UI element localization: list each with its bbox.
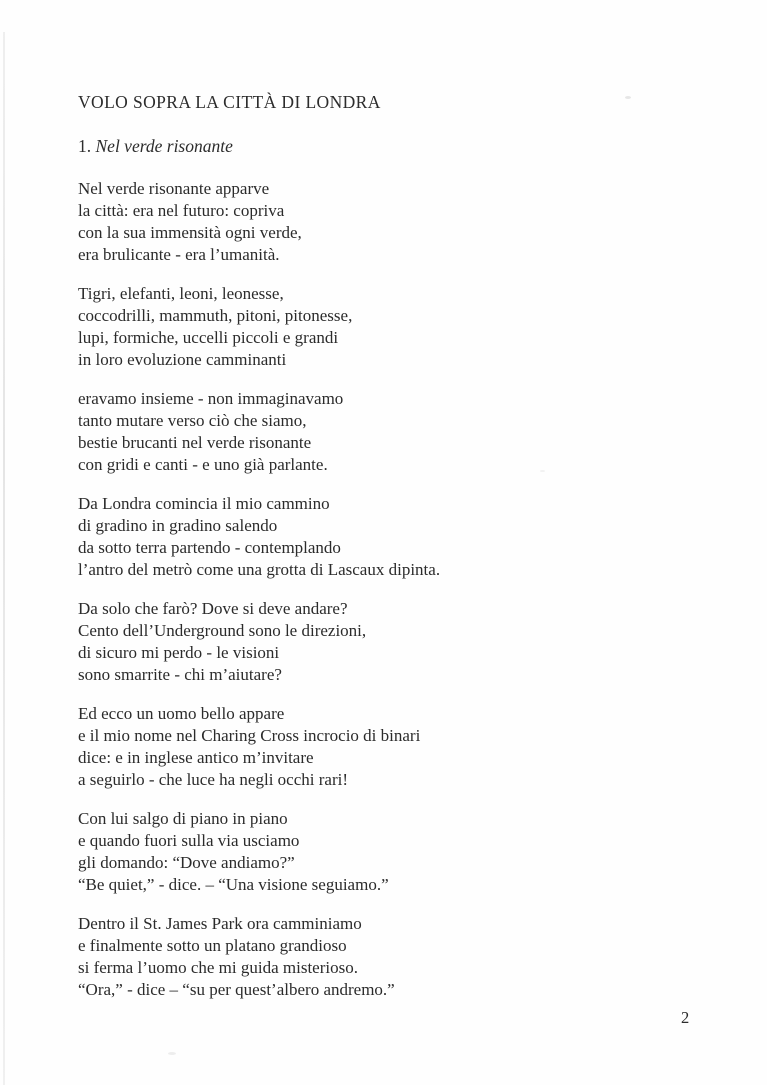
poem-line: Cento dell’Underground sono le direzioni,	[78, 621, 367, 640]
page-number: 2	[681, 1008, 690, 1027]
poem-line: Con lui salgo di piano in piano	[78, 809, 288, 828]
poem-line: “Be quiet,” - dice. – “Una visione seguiamo.”	[78, 875, 389, 894]
stanza-6	[78, 703, 440, 791]
poem-line: di gradino in gradino salendo	[78, 516, 278, 535]
stanza-2	[78, 283, 440, 371]
poem-line: “Ora,” - dice – “su per quest’albero andremo.”	[78, 980, 395, 999]
poem-line: Dentro il St. James Park ora camminiamo	[78, 914, 362, 933]
poem-line: bestie brucanti nel verde risonante	[78, 433, 312, 452]
poem-line: tanto mutare verso ciò che siamo,	[78, 411, 307, 430]
scan-speck	[625, 96, 631, 99]
poem-line: di sicuro mi perdo - le visioni	[78, 643, 280, 662]
scan-edge-line	[3, 32, 5, 1085]
stanza-3	[78, 388, 440, 476]
poem-line: era brulicante - era l’umanità.	[78, 245, 280, 264]
poem-line: Tigri, elefanti, leoni, leonesse,	[78, 284, 284, 303]
poem-line: Ed ecco un uomo bello appare	[78, 704, 285, 723]
poem-line: con la sua immensità ogni verde,	[78, 223, 302, 242]
poem-line: sono smarrite - chi m’aiutare?	[78, 665, 282, 684]
poem-line: Da Londra comincia il mio cammino	[78, 494, 330, 513]
poem-line: la città: era nel futuro: copriva	[78, 201, 285, 220]
stanza-5	[78, 598, 440, 686]
poem-line: eravamo insieme - non immaginavamo	[78, 389, 344, 408]
poem-line: e il mio nome nel Charing Cross incrocio di binari	[78, 726, 421, 745]
poem-body	[78, 178, 440, 1018]
poem-line: Nel verde risonante apparve	[78, 179, 270, 198]
poem-line: e finalmente sotto un platano grandioso	[78, 936, 347, 955]
poem-line: l’antro del metrò come una grotta di Lascaux dipinta.	[78, 560, 441, 579]
poem-line: con gridi e canti - e uno già parlante.	[78, 455, 328, 474]
poem-title: VOLO SOPRA LA CITTÀ DI LONDRA	[78, 92, 381, 112]
poem-line: dice: e in inglese antico m’invitare	[78, 748, 314, 767]
section-title: Nel verde risonante	[95, 136, 233, 156]
poem-line: e quando fuori sulla via usciamo	[78, 831, 300, 850]
section-heading	[78, 136, 233, 157]
stanza-4	[78, 493, 440, 581]
scan-speck	[168, 1052, 176, 1055]
poem-line: da sotto terra partendo - contemplando	[78, 538, 341, 557]
stanza-7	[78, 808, 440, 896]
scan-speck	[540, 470, 545, 472]
section-number: 1.	[78, 136, 92, 156]
poem-line: si ferma l’uomo che mi guida misterioso.	[78, 958, 358, 977]
poem-line: Da solo che farò? Dove si deve andare?	[78, 599, 348, 618]
poem-line: lupi, formiche, uccelli piccoli e grandi	[78, 328, 339, 347]
poem-line: gli domando: “Dove andiamo?”	[78, 853, 295, 872]
stanza-1	[78, 178, 440, 266]
poem-line: a seguirlo - che luce ha negli occhi rari!	[78, 770, 348, 789]
stanza-8	[78, 913, 440, 1001]
poem-line: in loro evoluzione camminanti	[78, 350, 287, 369]
poem-line: coccodrilli, mammuth, pitoni, pitonesse,	[78, 306, 353, 325]
